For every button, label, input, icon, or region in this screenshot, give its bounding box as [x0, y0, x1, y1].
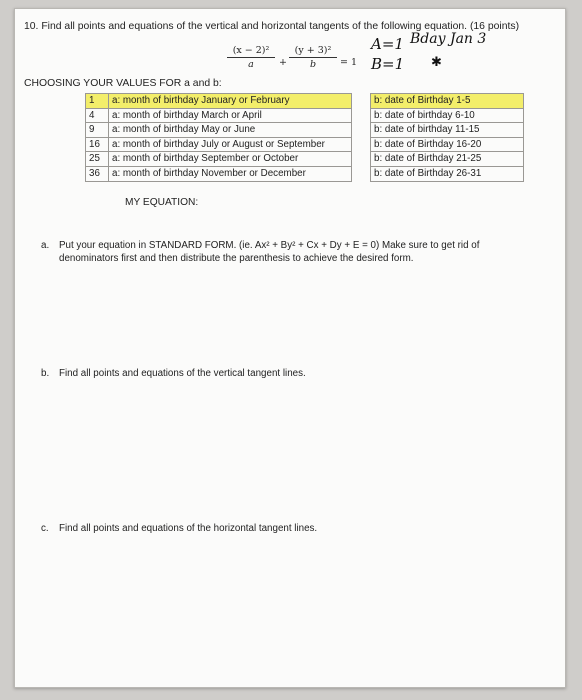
b-values-row	[371, 166, 524, 181]
part-c	[41, 523, 317, 534]
my-equation-label: MY EQUATION:	[125, 197, 199, 208]
b-values-row	[371, 94, 524, 109]
value-number-cell: 16	[86, 137, 109, 152]
plus-sign: +	[279, 57, 287, 68]
question-title: 10. Find all points and equations of the vertical and horizontal tangents of the following equation. (16 points)	[24, 21, 520, 32]
handwritten-birthday-note: Bday Jan 3	[410, 31, 487, 47]
choose-values-label: CHOOSING YOUR VALUES FOR a and b:	[24, 78, 222, 89]
equation-rhs: = 1	[340, 57, 358, 68]
a-month-cell: a: month of birthday July or August or September	[109, 137, 352, 152]
value-number-cell: 9	[86, 123, 109, 138]
part-a-text: Put your equation in STANDARD FORM. (ie. Ax² + By² + Cx + Dy + E = 0) Make sure to get rid of	[59, 240, 480, 251]
value-number-cell: 4	[86, 108, 109, 123]
a-values-row	[86, 94, 352, 109]
value-number-cell: 36	[86, 166, 109, 181]
a-values-row	[86, 137, 352, 152]
b-date-cell: b: date of Birthday 21-25	[371, 152, 524, 167]
a-month-cell: a: month of birthday May or June	[109, 123, 352, 138]
b-values-table	[370, 93, 524, 182]
part-b-label: b.	[41, 368, 50, 379]
b-date-cell: b: date of birthday 6-10	[371, 108, 524, 123]
term2-numerator: (y + 3)²	[294, 45, 332, 56]
value-number-cell: 25	[86, 152, 109, 167]
term1-numerator: (x − 2)²	[232, 45, 270, 56]
a-values-row	[86, 108, 352, 123]
part-a-label: a.	[41, 240, 50, 251]
b-date-cell: b: date of Birthday 1-5	[371, 94, 524, 109]
a-month-cell: a: month of birthday September or October	[109, 152, 352, 167]
b-date-cell: b: date of birthday 11-15	[371, 123, 524, 138]
part-a-text-line2: denominators first and then distribute the parenthesis to achieve the desired form.	[59, 253, 414, 264]
b-values-row	[371, 108, 524, 123]
worksheet-page	[14, 8, 566, 688]
term2-denominator: b	[309, 59, 317, 70]
value-number-cell: 1	[86, 94, 109, 109]
a-month-cell: a: month of birthday January or February	[109, 94, 352, 109]
part-b	[41, 368, 306, 379]
a-values-row	[86, 166, 352, 181]
a-values-table	[85, 93, 352, 182]
b-values-row	[371, 137, 524, 152]
term1-denominator: a	[248, 59, 254, 70]
b-date-cell: b: date of Birthday 16-20	[371, 137, 524, 152]
part-b-text: Find all points and equations of the vertical tangent lines.	[59, 368, 306, 379]
given-equation	[227, 45, 367, 85]
fraction-x	[227, 45, 275, 70]
part-a	[41, 239, 541, 265]
b-values-row	[371, 123, 524, 138]
a-month-cell: a: month of birthday November or December	[109, 166, 352, 181]
handwritten-star: ✱	[431, 55, 442, 70]
a-values-row	[86, 152, 352, 167]
handwritten-b-value: B=1	[371, 55, 405, 73]
fraction-y	[289, 45, 337, 70]
part-c-label: c.	[41, 523, 49, 534]
b-values-row	[371, 152, 524, 167]
part-c-text: Find all points and equations of the horizontal tangent lines.	[59, 523, 318, 534]
a-month-cell: a: month of birthday March or April	[109, 108, 352, 123]
handwritten-a-value: A=1	[371, 35, 404, 53]
a-values-row	[86, 123, 352, 138]
b-date-cell: b: date of Birthday 26-31	[371, 166, 524, 181]
